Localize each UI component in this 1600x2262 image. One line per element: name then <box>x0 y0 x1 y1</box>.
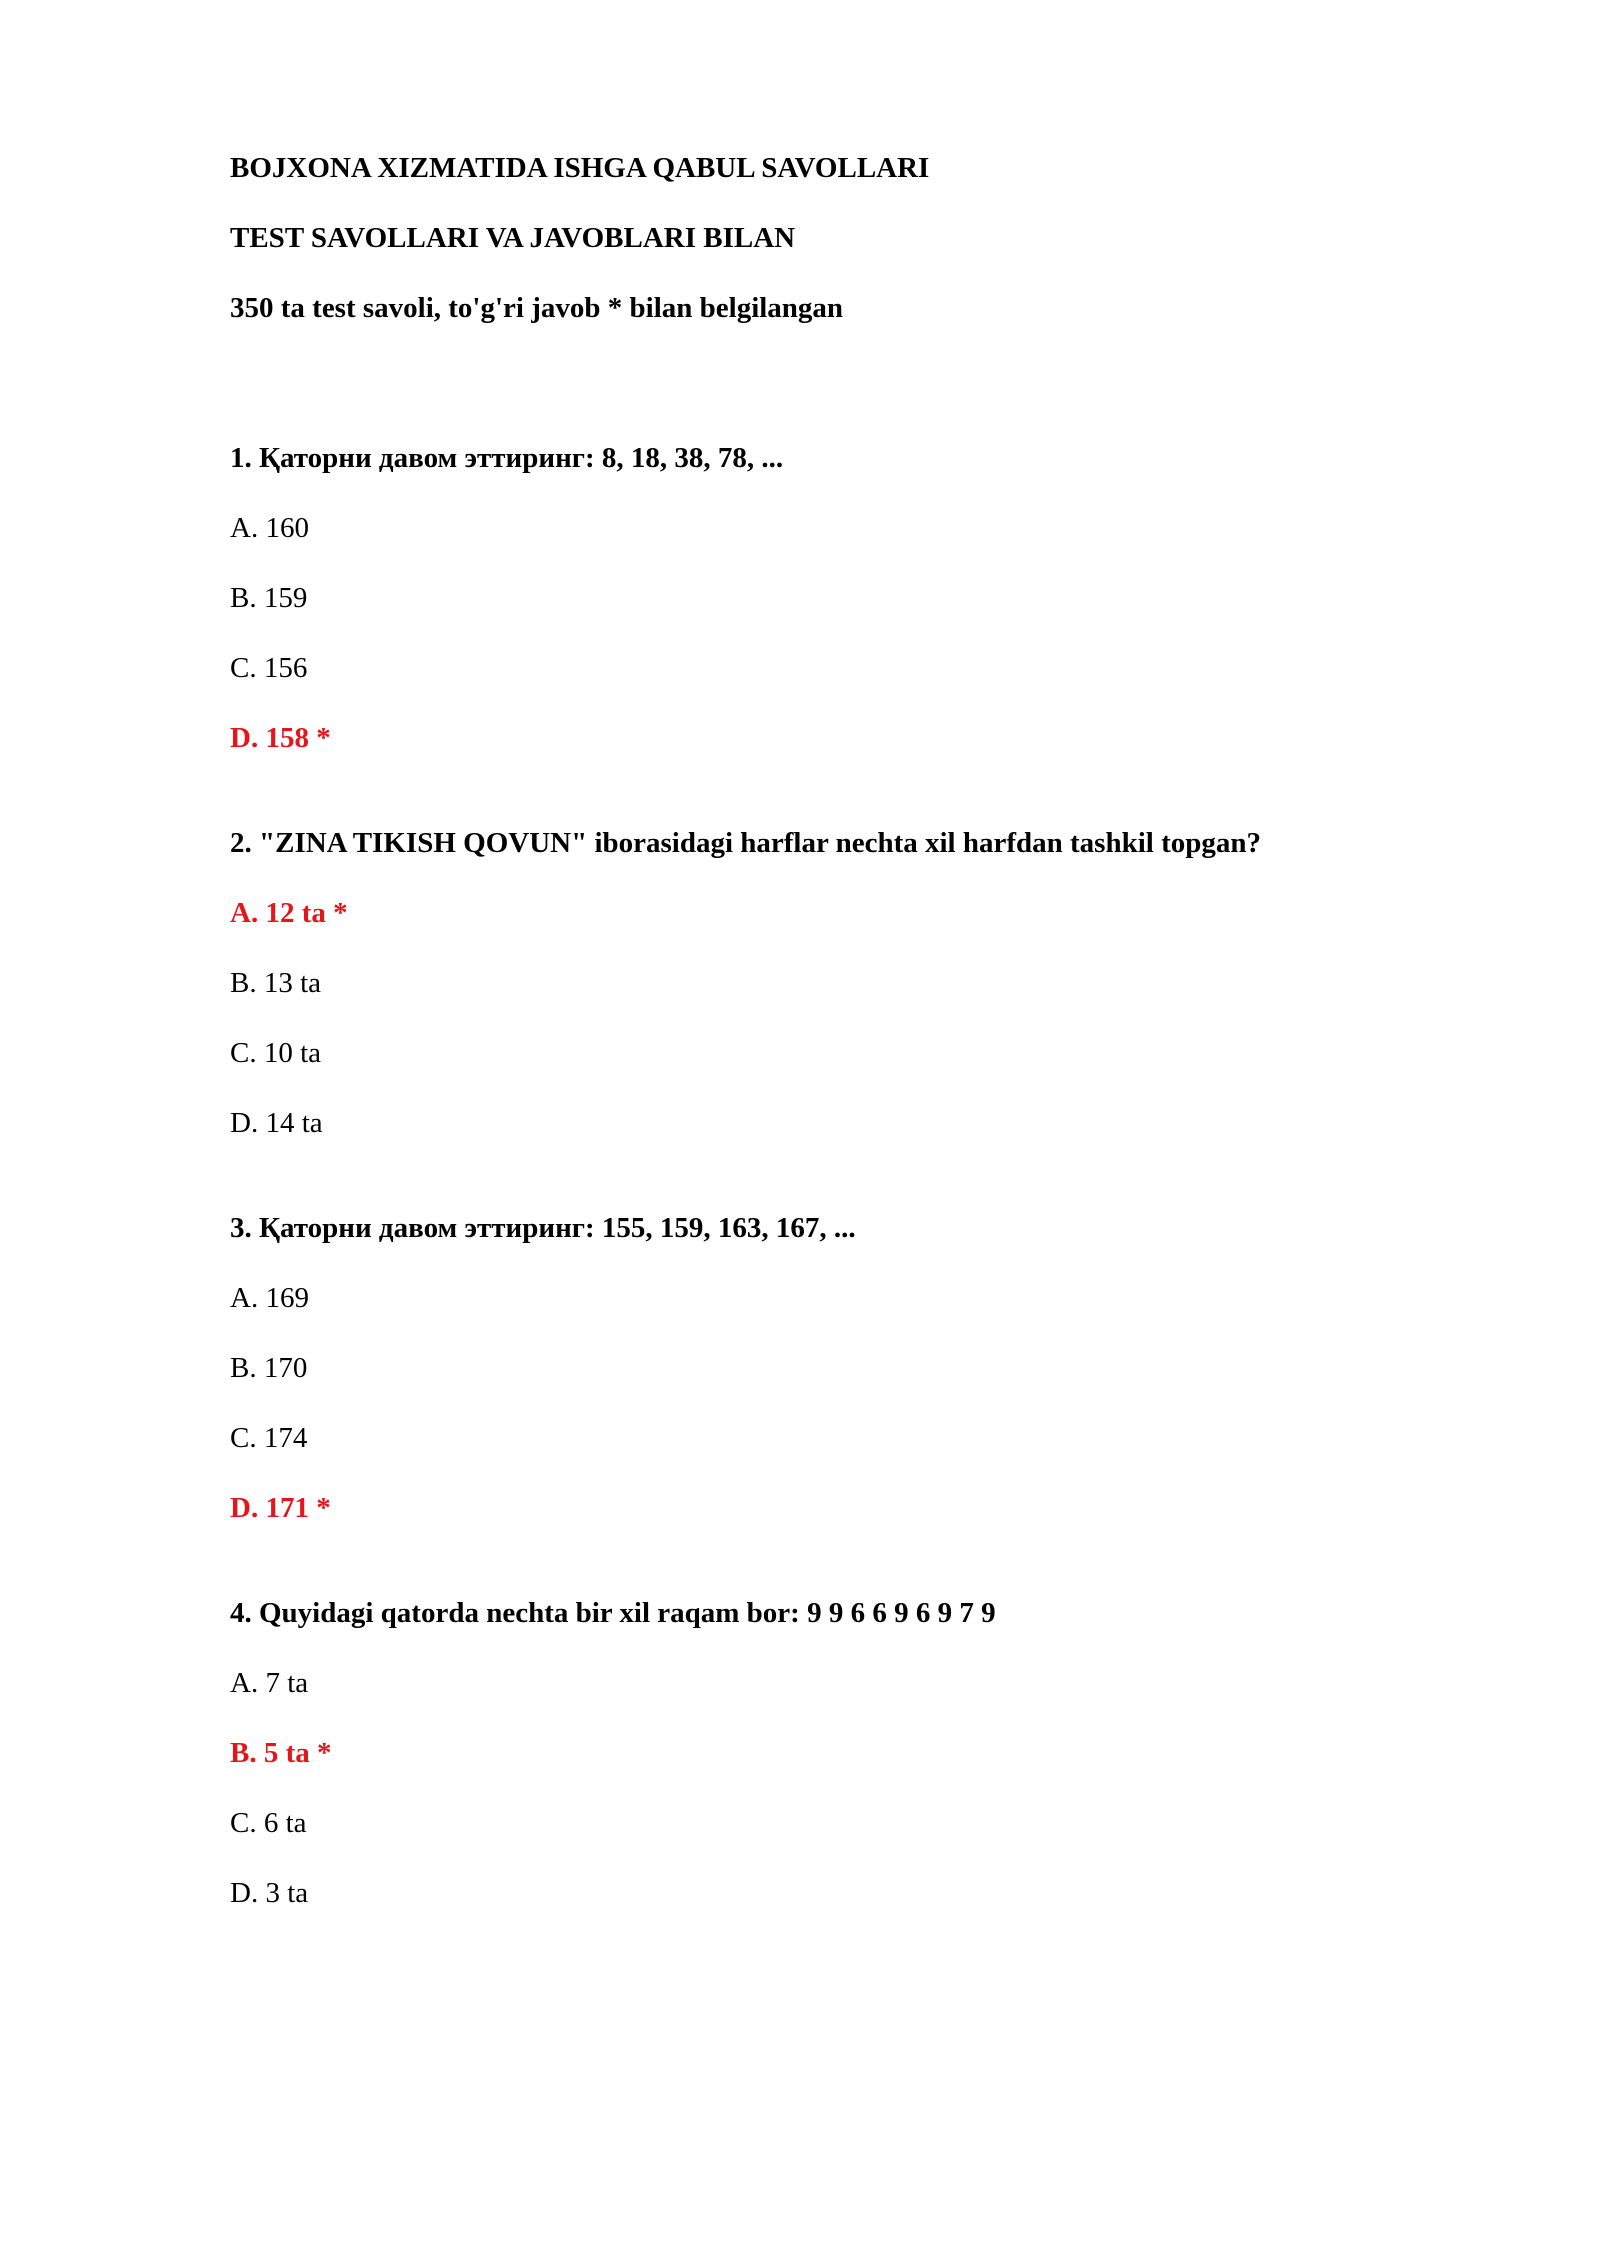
answer-option: B. 159 <box>230 582 308 614</box>
answer-option: D. 14 ta <box>230 1107 323 1139</box>
question-1 <box>230 440 1480 756</box>
document-subtitle: TEST SAVOLLARI VA JAVOBLARI BILAN <box>230 222 796 254</box>
answer-option: A. 160 <box>230 512 309 544</box>
answer-option-correct: A. 12 ta * <box>230 897 348 929</box>
question-text: 4. Quyidagi qatorda nechta bir xil raqam bor: 9 9 6 6 9 6 9 7 9 <box>230 1597 996 1629</box>
question-text: 1. Қаторни давом эттиринг: 8, 18, 38, 78, ... <box>230 442 784 474</box>
answer-option-correct: D. 158 * <box>230 722 331 754</box>
answer-option: C. 156 <box>230 652 308 684</box>
question-4 <box>230 1595 1480 1911</box>
answer-option: B. 170 <box>230 1352 308 1384</box>
document-page <box>230 150 1480 1980</box>
answer-option: D. 3 ta <box>230 1877 309 1909</box>
answer-option: A. 169 <box>230 1282 309 1314</box>
question-text: 2. "ZINA TIKISH QOVUN" iborasidagi harflar nechta xil harfdan tashkil topgan? <box>230 827 1262 859</box>
document-note: 350 ta test savoli, to'g'ri javob * bilan belgilangan <box>230 292 844 324</box>
answer-option: B. 13 ta <box>230 967 322 999</box>
question-2 <box>230 825 1480 1141</box>
answer-option: C. 174 <box>230 1422 308 1454</box>
answer-option-correct: D. 171 * <box>230 1492 331 1524</box>
answer-option: A. 7 ta <box>230 1667 309 1699</box>
question-3 <box>230 1210 1480 1526</box>
document-header <box>230 150 1480 326</box>
answer-option: C. 6 ta <box>230 1807 307 1839</box>
answer-option: C. 10 ta <box>230 1037 322 1069</box>
answer-option-correct: B. 5 ta * <box>230 1737 332 1769</box>
document-title: BOJXONA XIZMATIDA ISHGA QABUL SAVOLLARI <box>230 152 930 184</box>
question-text: 3. Қаторни давом эттиринг: 155, 159, 163, 167, ... <box>230 1212 856 1244</box>
